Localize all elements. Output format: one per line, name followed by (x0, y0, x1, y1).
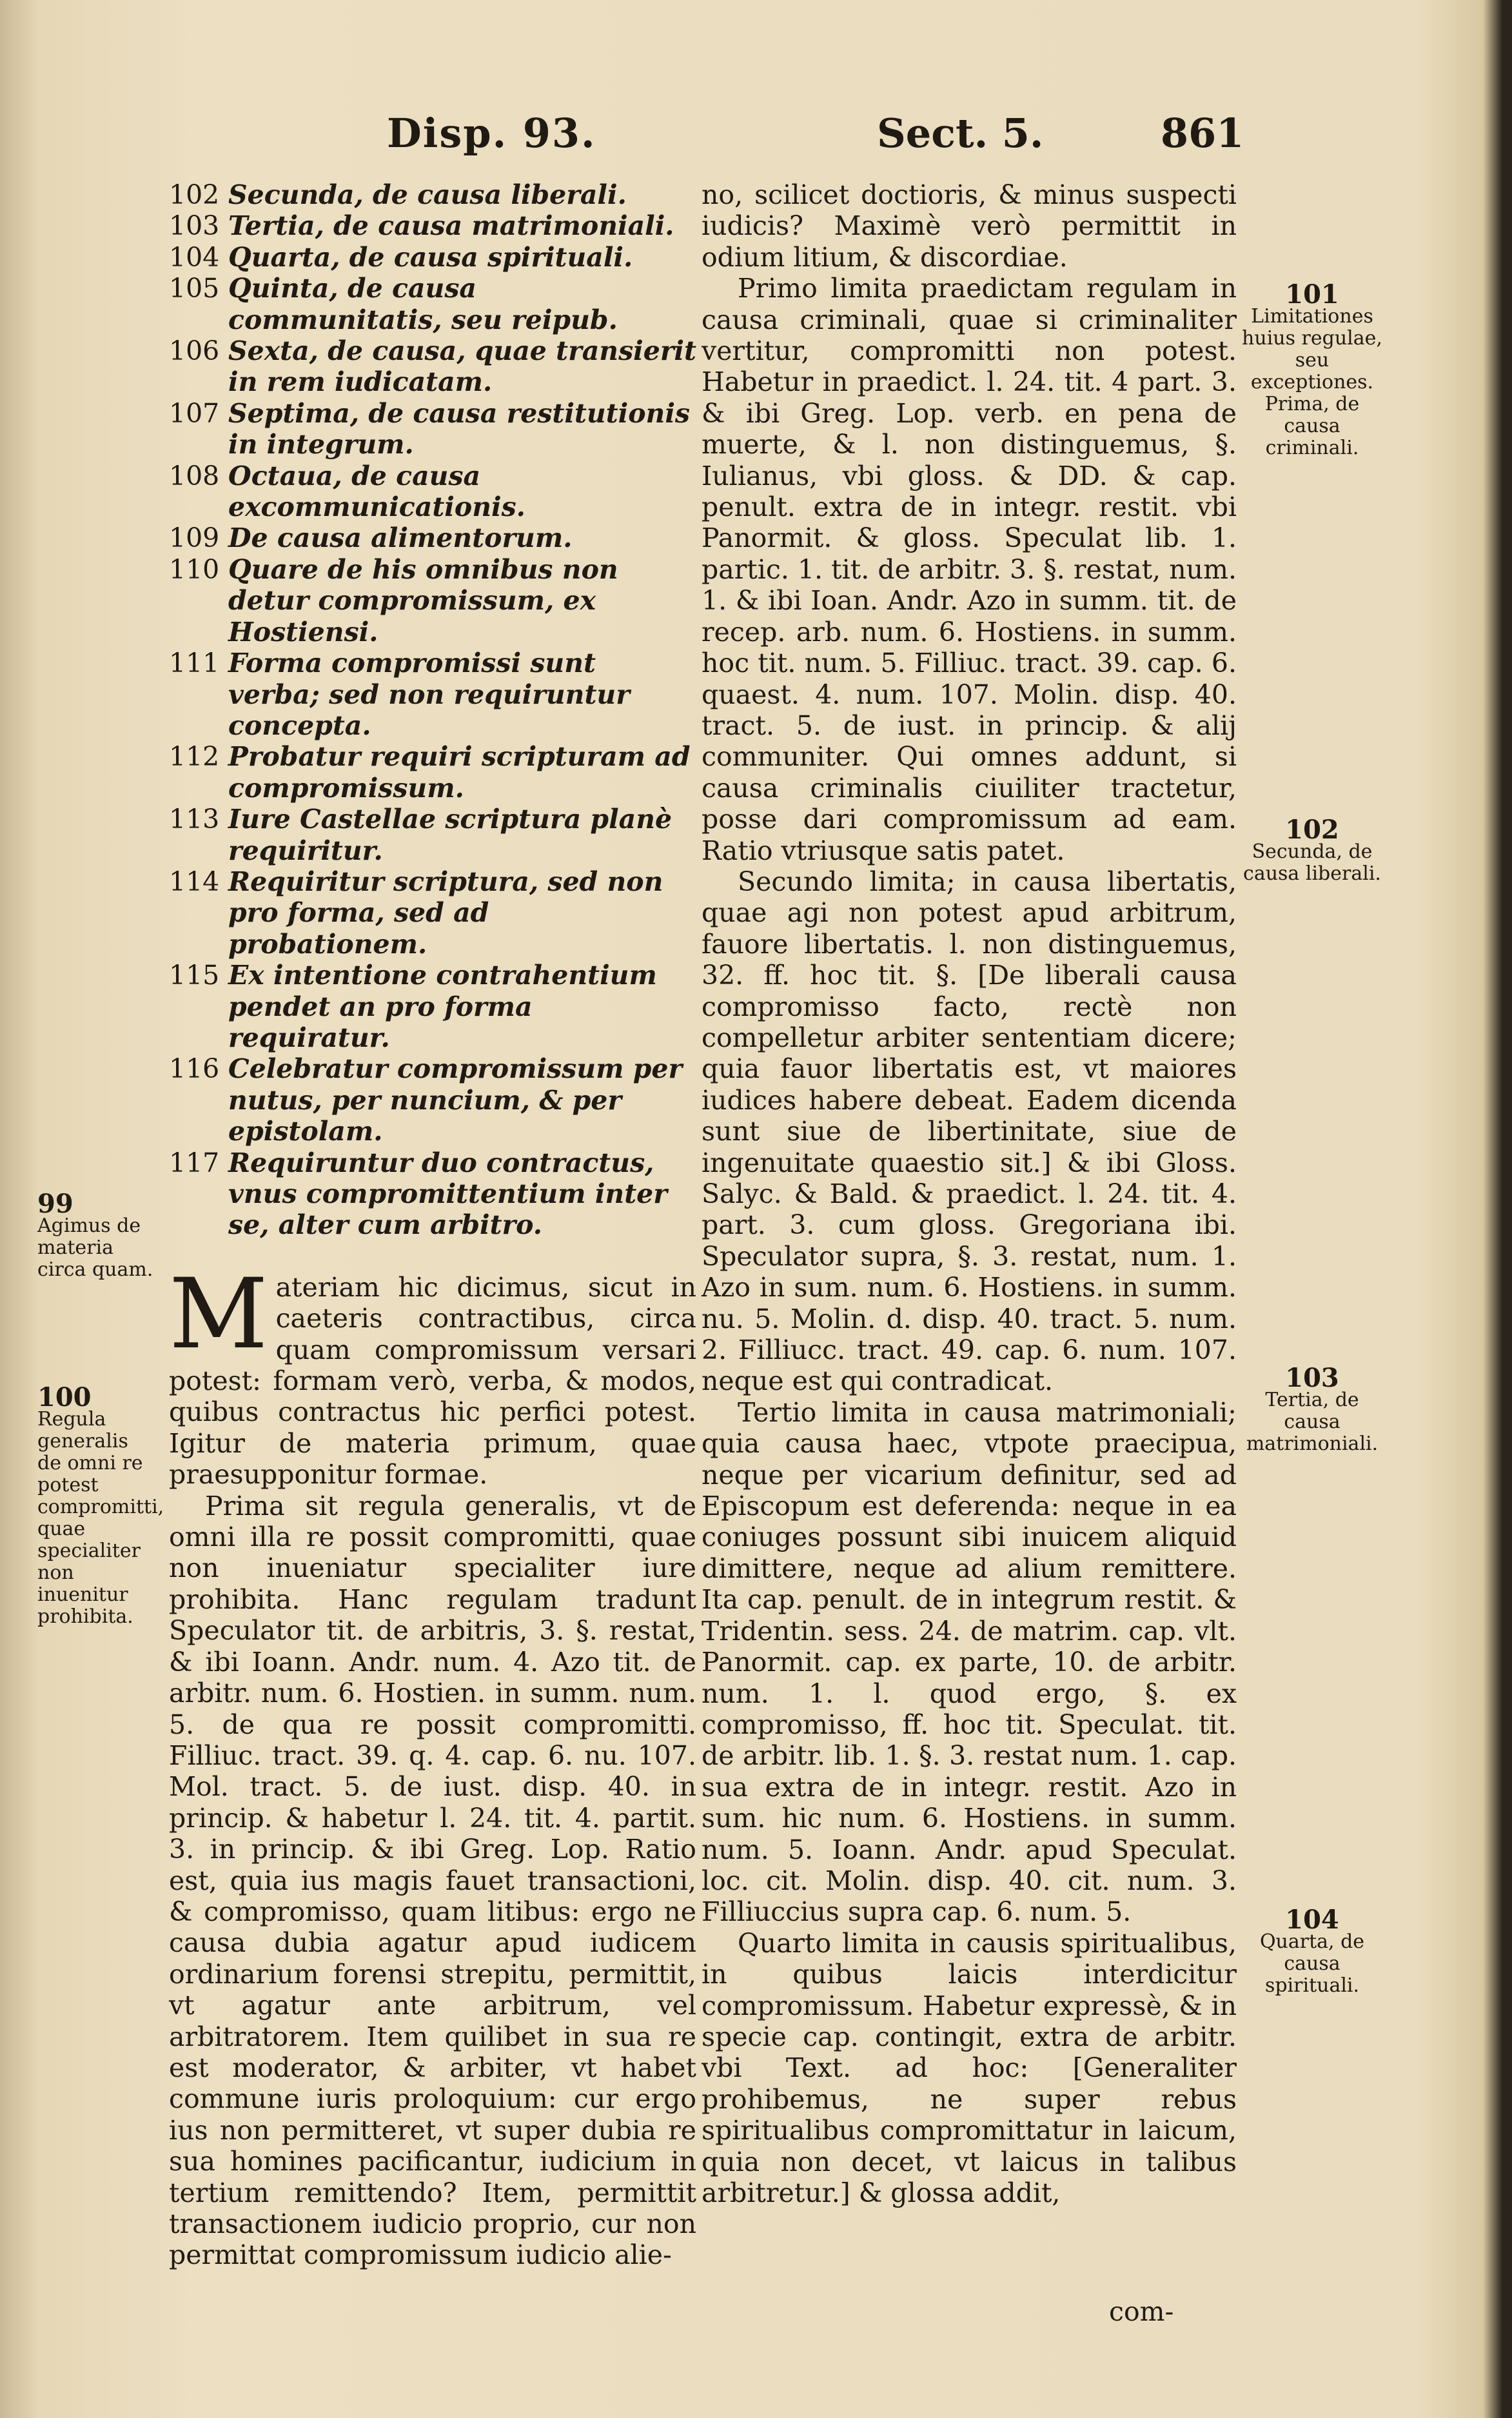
body-paragraph: Quarto limita in causis spiritualibus, in quibus laicis interdicitur compromissum. Habetur expressè, & in specie cap. contingit, extra de arbitr. vbi Text. ad hoc: [Generaliter prohibemus, ne super rebus spiritualibus compromittatur in laicum, quia non decet, vt laicus in talibus arbitretur.] & glossa addit, (702, 1927, 1237, 2208)
summary-item: 115 Ex intentione contrahentium pendet an pro forma requiratur. (169, 960, 657, 1053)
right-margin-note: 103 Tertia, de causa matrimoniali. (1246, 1363, 1379, 1455)
summary-item: 102 Secunda, de causa liberali. (169, 179, 627, 210)
summary-item: 112 Probatur requiri scripturam ad compromissum. (169, 741, 691, 804)
summary-item: 117 Requiruntur duo contractus, vnus compromittentium inter se, alter cum arbitro. (169, 1147, 667, 1241)
disputation-heading: Disp. 93. (387, 110, 596, 157)
left-margin-note: 100 Regula generalis de omni re potest compromitti, quae specialiter non inuenitur prohibita. (37, 1382, 164, 1628)
left-body-text (169, 1258, 696, 2271)
summary-item: 104 Quarta, de causa spirituali. (169, 241, 633, 273)
summary-item: 106 Sexta, de causa, quae transierit in rem iudicatam. (169, 335, 696, 398)
summary-item: 113 Iure Castellae scriptura planè requiritur. (169, 804, 673, 866)
left-margin-note: 99 Agimus de materia circa quam. (37, 1189, 153, 1281)
body-paragraph: no, scilicet doctioris, & minus suspecti iudicis? Maximè verò permittit in odium litium, & discordiae. (702, 179, 1237, 273)
body-paragraph: Prima sit regula generalis, vt de omni illa re possit compromitti, quae non inueniatur specialiter iure prohibita. Hanc regulam tradunt Speculator tit. de arbitris, 3. §. restat, & ibi Ioann. Andr. num. 4. Azo tit. de arbitr. num. 6. Hostien. in summ. num. 5. de qua re possit compromitti. Filliuc. tract. 39. q. 4. cap. 6. nu. 107. Mol. tract. 5. de iust. disp. 40. in princip. & habetur l. 24. tit. 4. partit. 3. in princip. & ibi Greg. Lop. Ratio est, quia ius magis fauet transactioni, & compromisso, quam litibus: ergo ne causa dubia agatur apud iudicem ordinarium forensi strepitu, permittit, vt agatur ante arbitrum, vel arbitratorem. Item quilibet in sua re est moderator, & arbiter, vt habet commune iuris proloquium: cur ergo ius non permitteret, vt super dubia re sua homines pacificantur, iudicium in tertium remittendo? Item, permittit transactionem iudicio proprio, cur non permittat compromissum iudicio alie- (169, 1490, 696, 2271)
summary-list (169, 179, 696, 1241)
body-paragraph: Materiam hic dicimus, sicut in caeteris contractibus, circa quam compromissum versari potest: formam verò, verba, & modos, quibus contractus hic perfici potest. Igitur de materia primum, quae praesupponitur formae. (169, 1258, 696, 1491)
right-margin-note: 104 Quarta, de causa spirituali. (1259, 1905, 1365, 1997)
summary-item: 108 Octaua, de causa excommunicationis. (169, 460, 525, 523)
body-paragraph: Tertio limita in causa matrimoniali; quia causa haec, vtpote praecipua, neque per vicarium definitur, sed ad Episcopum est deferenda: neque in ea coniuges possunt sibi inuicem aliquid dimittere, neque ad alium remittere. Ita cap. penult. de in integrum restit. & Tridentin. sess. 24. de matrim. cap. vlt. Panormit. cap. ex parte, 10. de arbitr. num. 1. l. quod ergo, §. ex compromisso, ff. hoc tit. Speculat. tit. de arbitr. lib. 1. §. 3. restat num. 1. cap. sua extra de in integr. restit. Azo in sum. hic num. 6. Hostiens. in summ. num. 5. Ioann. Andr. apud Speculat. loc. cit. Molin. disp. 40. cit. num. 3. Filliuccius supra cap. 6. num. 5. (702, 1396, 1237, 1928)
section-heading: Sect. 5. (877, 110, 1044, 157)
summary-item: 103 Tertia, de causa matrimoniali. (169, 210, 674, 242)
summary-item: 110 Quare de his omnibus non detur compromissum, ex Hostiensi. (169, 553, 618, 648)
summary-item: 109 De causa alimentorum. (169, 522, 573, 554)
left-column (169, 179, 696, 2271)
summary-item: 111 Forma compromissi sunt verba; sed non requiruntur concepta. (169, 648, 630, 741)
page-number: 861 (1161, 110, 1244, 157)
right-margin-note: 101 Limitationes huius regulae, seu exceptiones. Prima, de causa criminali. (1242, 279, 1382, 459)
summary-item: 116 Celebratur compromissum per nutus, per nuncium, & per epistolam. (169, 1053, 683, 1147)
running-header (0, 110, 1512, 161)
drop-cap: M (169, 1258, 268, 1371)
summary-item: 107 Septima, de causa restitutionis in integrum. (169, 397, 691, 461)
summary-item: 105 Quinta, de causa communitatis, seu reipub. (169, 273, 618, 335)
body-paragraph: Primo limita praedictam regulam in causa criminali, quae si criminaliter vertitur, compromitti non potest. Habetur in praedict. l. 24. tit. 4 part. 3. & ibi Greg. Lop. verb. en pena de muerte, & l. non distinguemus, §. Iulianus, vbi gloss. & DD. & cap. penult. extra de in integr. restit. vbi Panormit. & gloss. Speculat lib. 1. partic. 1. tit. de arbitr. 3. §. restat, num. 1. & ibi Ioan. Andr. Azo in summ. tit. de recep. arb. num. 6. Hostiens. in summ. hoc tit. num. 5. Filliuc. tract. 39. cap. 6. quaest. 4. num. 107. Molin. disp. 40. tract. 5. de iust. in princip. & alij communiter. Qui omnes addunt, si causa criminalis ciuiliter tractetur, posse dari compromissum ad eam. Ratio vtriusque satis patet. (702, 273, 1237, 866)
catchword: com- (1109, 2296, 1174, 2327)
right-column (702, 179, 1237, 2208)
summary-item: 114 Requiritur scriptura, sed non pro forma, sed ad probationem. (169, 866, 663, 960)
right-margin-note: 102 Secunda, de causa liberali. (1243, 815, 1381, 885)
body-paragraph: Secundo limita; in causa libertatis, quae agi non potest apud arbitrum, fauore libertatis. l. non distinguemus, 32. ff. hoc tit. §. [De liberali causa compromisso facto, rectè non compelletur arbiter sententiam dicere; quia fauor libertatis est, vt maiores iudices habere debeat. Eadem dicenda sunt siue de libertinitate, siue de ingenuitate quaestio sit.] & ibi Gloss. Salyc. & Bald. & praedict. l. 24. tit. 4. part. 3. cum gloss. Gregoriana ibi. Speculator supra, §. 3. restat, num. 1. Azo in sum. num. 6. Hostiens. in summ. nu. 5. Molin. d. disp. 40. tract. 5. num. 2. Filliucc. tract. 49. cap. 6. num. 107. neque est qui contradicat. (702, 866, 1237, 1397)
